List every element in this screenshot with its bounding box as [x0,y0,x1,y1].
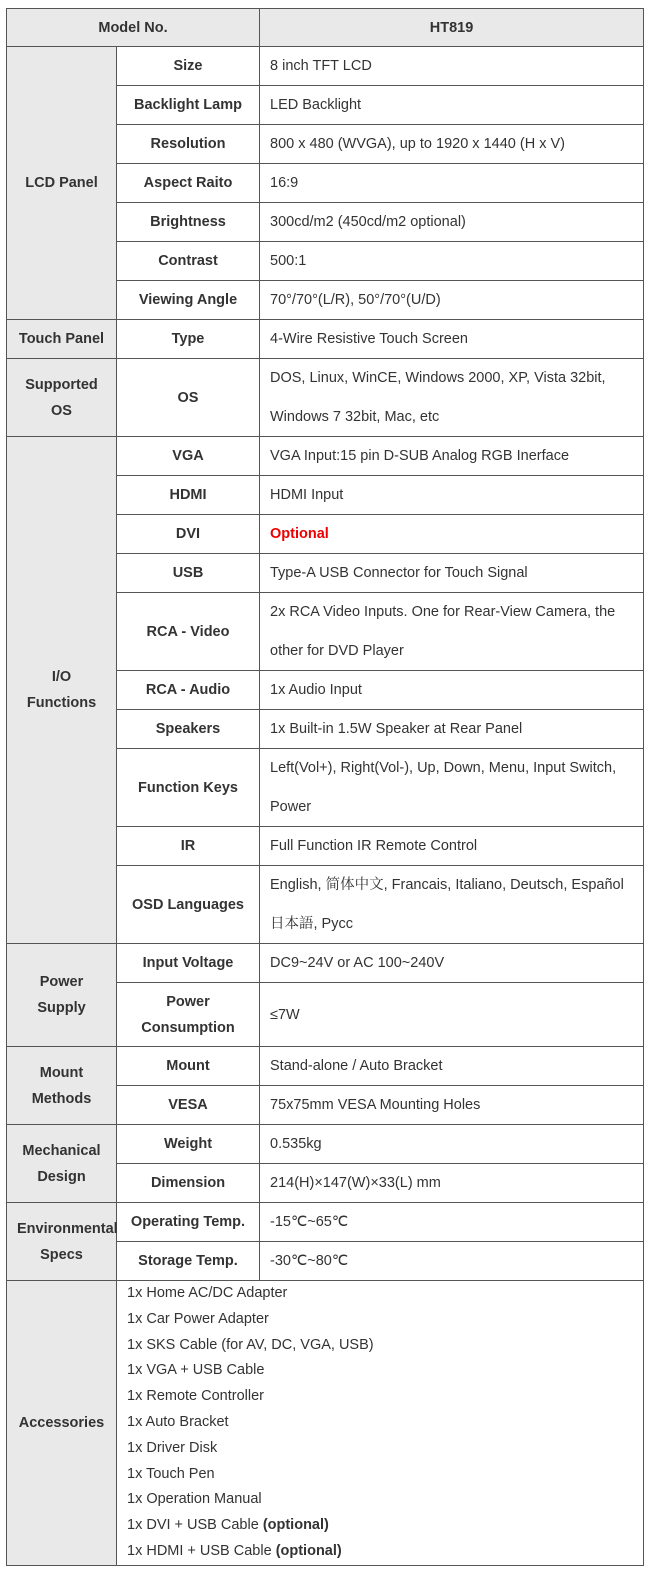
spec-value: 800 x 480 (WVGA), up to 1920 x 1440 (H x V) [260,125,644,164]
table-row [7,437,644,476]
spec-label: VGA [117,437,260,476]
spec-value: Type-A USB Connector for Touch Signal [260,554,644,593]
spec-label: Mount [117,1047,260,1086]
list-item [127,1513,633,1539]
list-item-text: 1x DVI + USB Cable [127,1517,259,1534]
spec-value [260,515,644,554]
spec-label: VESA [117,1086,260,1125]
spec-label: Viewing Angle [117,281,260,320]
optional-note: (optional) [275,1542,342,1559]
list-item: 1x Auto Bracket [127,1413,229,1430]
spec-label: USB [117,554,260,593]
table-row [7,1125,644,1164]
list-item-text: 1x HDMI + USB Cable [127,1542,272,1559]
spec-value: LED Backlight [260,86,644,125]
list-item: 1x Operation Manual [127,1491,262,1508]
header-row [7,9,644,47]
spec-label: Contrast [117,242,260,281]
list-item [127,1539,633,1565]
accessories-list [117,1281,644,1566]
spec-value: 1x Audio Input [260,671,644,710]
spec-label: OS [117,359,260,437]
spec-table-container [6,8,643,1566]
spec-value: 4-Wire Resistive Touch Screen [260,320,644,359]
spec-value: DC9~24V or AC 100~240V [260,944,644,983]
list-item: 1x Home AC/DC Adapter [127,1285,288,1301]
spec-label: Weight [117,1125,260,1164]
group-power-supply: Power Supply [7,944,117,1047]
spec-value: -15℃~65℃ [260,1203,644,1242]
group-touch-panel: Touch Panel [7,320,117,359]
spec-value: Full Function IR Remote Control [260,827,644,866]
table-row [7,359,644,437]
list-item: 1x Remote Controller [127,1388,264,1405]
spec-label: Backlight Lamp [117,86,260,125]
list-item: 1x Touch Pen [127,1465,215,1482]
optional-highlight: Optional [270,526,329,542]
list-item: 1x Car Power Adapter [127,1310,269,1327]
table-row [7,1281,644,1566]
spec-value: 70°/70°(L/R), 50°/70°(U/D) [260,281,644,320]
table-row [7,47,644,86]
spec-value: VGA Input:15 pin D-SUB Analog RGB Inerface [260,437,644,476]
group-lcd-panel: LCD Panel [7,47,117,320]
spec-label: Speakers [117,710,260,749]
table-row [7,944,644,983]
spec-value: 0.535kg [260,1125,644,1164]
spec-label: IR [117,827,260,866]
spec-label: Brightness [117,203,260,242]
table-row [7,1047,644,1086]
spec-value: -30℃~80℃ [260,1242,644,1281]
spec-label: Operating Temp. [117,1203,260,1242]
spec-label: OSD Languages [117,866,260,944]
spec-label: Function Keys [117,749,260,827]
spec-value: HDMI Input [260,476,644,515]
spec-label: Storage Temp. [117,1242,260,1281]
group-mount-methods: Mount Methods [7,1047,117,1125]
table-row [7,1203,644,1242]
spec-value: 2x RCA Video Inputs. One for Rear-View Camera, the other for DVD Player [260,593,644,671]
spec-table [6,8,644,1566]
spec-value: 75x75mm VESA Mounting Holes [260,1086,644,1125]
spec-label: DVI [117,515,260,554]
spec-value: 300cd/m2 (450cd/m2 optional) [260,203,644,242]
group-mechanical-design: Mechanical Design [7,1125,117,1203]
list-item: 1x Driver Disk [127,1439,218,1456]
model-label: Model No. [7,9,260,47]
spec-value: 500:1 [260,242,644,281]
spec-value: 1x Built-in 1.5W Speaker at Rear Panel [260,710,644,749]
group-io-functions: I/O Functions [7,437,117,944]
spec-label: Power Consumption [117,983,260,1047]
spec-label: HDMI [117,476,260,515]
spec-label: Size [117,47,260,86]
spec-value: DOS, Linux, WinCE, Windows 2000, XP, Vista 32bit, Windows 7 32bit, Mac, etc [260,359,644,437]
spec-value: 8 inch TFT LCD [260,47,644,86]
spec-label: Dimension [117,1164,260,1203]
spec-label: Resolution [117,125,260,164]
spec-value: Stand-alone / Auto Bracket [260,1047,644,1086]
spec-label: Aspect Raito [117,164,260,203]
spec-value: 214(H)×147(W)×33(L) mm [260,1164,644,1203]
spec-value: ≤7W [260,983,644,1047]
list-item: 1x VGA + USB Cable [127,1362,265,1379]
group-supported-os: Supported OS [7,359,117,437]
spec-label: RCA - Audio [117,671,260,710]
spec-value: 16:9 [260,164,644,203]
spec-label: Input Voltage [117,944,260,983]
list-item: 1x SKS Cable (for AV, DC, VGA, USB) [127,1336,374,1353]
spec-label: Type [117,320,260,359]
spec-label: RCA - Video [117,593,260,671]
table-row [7,320,644,359]
spec-value: Left(Vol+), Right(Vol-), Up, Down, Menu, Input Switch, Power [260,749,644,827]
group-accessories: Accessories [7,1281,117,1566]
optional-note: (optional) [262,1517,329,1534]
group-environmental-specs: Environmental Specs [7,1203,117,1281]
model-value: HT819 [260,9,644,47]
spec-value: English, 简体中文, Francais, Italiano, Deutsch, Español 日本語, Pycc [260,866,644,944]
